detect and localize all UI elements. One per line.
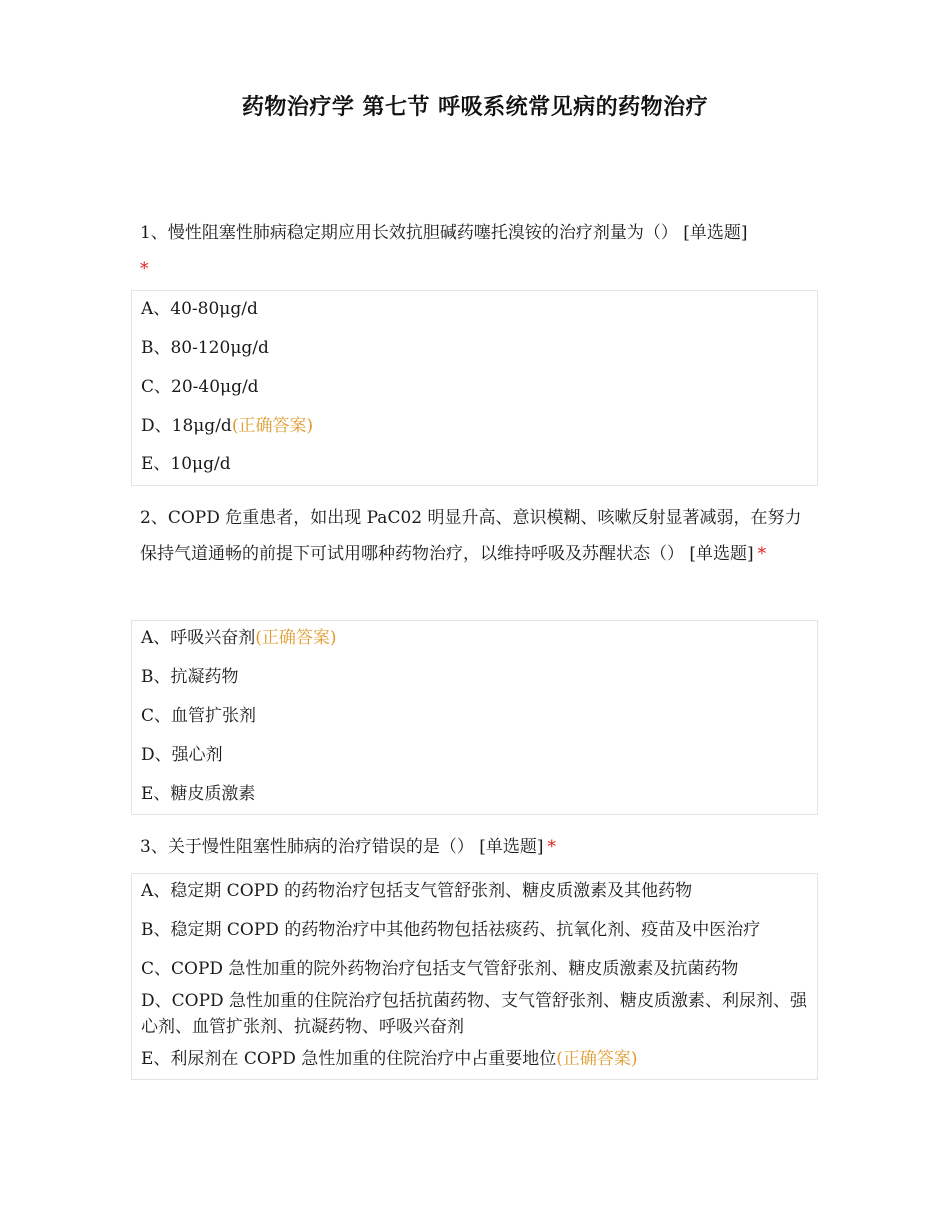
question-text: 3、关于慢性阻塞性肺病的治疗错误的是（） [单选题] xyxy=(140,837,544,857)
required-mark: * xyxy=(140,259,149,279)
option-b[interactable] xyxy=(141,917,811,943)
option-text: E、糖皮质激素 xyxy=(141,784,256,804)
question-2-options xyxy=(131,620,818,815)
option-a[interactable] xyxy=(141,296,811,322)
option-text: D、COPD 急性加重的住院治疗包括抗菌药物、支气管舒张剂、糖皮质激素、利尿剂、强心剂、血管扩张剂、抗凝药物、呼吸兴奋剂 xyxy=(141,991,808,1037)
option-d[interactable] xyxy=(141,988,811,1040)
question-text: 1、慢性阻塞性肺病稳定期应用长效抗胆碱药噻托溴铵的治疗剂量为（） [单选题] xyxy=(140,223,748,243)
correct-answer-label: (正确答案) xyxy=(255,628,337,648)
option-d[interactable] xyxy=(141,742,811,768)
option-text: B、80-120μg/d xyxy=(141,338,269,358)
option-text: B、稳定期 COPD 的药物治疗中其他药物包括祛痰药、抗氧化剂、疫苗及中医治疗 xyxy=(141,920,761,940)
option-text: C、血管扩张剂 xyxy=(141,706,257,726)
option-e[interactable] xyxy=(141,451,811,477)
option-c[interactable] xyxy=(141,374,811,400)
option-text: B、抗凝药物 xyxy=(141,667,239,687)
question-2-stem xyxy=(140,500,812,572)
option-text: E、利尿剂在 COPD 急性加重的住院治疗中占重要地位 xyxy=(141,1049,557,1069)
option-c[interactable] xyxy=(141,956,811,982)
option-b[interactable] xyxy=(141,664,811,690)
page-title: 药物治疗学 第七节 呼吸系统常见病的药物治疗 xyxy=(241,95,709,120)
option-a[interactable] xyxy=(141,878,811,904)
option-text: C、COPD 急性加重的院外药物治疗包括支气管舒张剂、糖皮质激素及抗菌药物 xyxy=(141,959,739,979)
correct-answer-label: (正确答案) xyxy=(231,416,314,436)
option-text: D、强心剂 xyxy=(141,745,223,765)
option-text: C、20-40μg/d xyxy=(141,377,259,397)
option-text: A、稳定期 COPD 的药物治疗包括支气管舒张剂、糖皮质激素及其他药物 xyxy=(141,881,693,901)
question-3-stem xyxy=(140,829,812,865)
question-text: 2、COPD 危重患者，如出现 PaC02 明显升高、意识模糊、咳嗽反射显著减弱，在努力保持气道通畅的前提下可试用哪种药物治疗，以维持呼吸及苏醒状态（） [单选题] xyxy=(140,508,802,564)
question-1-stem xyxy=(140,215,812,287)
option-e[interactable] xyxy=(141,1046,811,1072)
option-text: E、10μg/d xyxy=(141,454,231,474)
question-1-options xyxy=(131,290,818,486)
required-mark: * xyxy=(547,837,556,857)
required-mark: * xyxy=(757,544,767,564)
option-text: A、40-80μg/d xyxy=(141,299,258,319)
option-d[interactable] xyxy=(141,413,811,439)
option-b[interactable] xyxy=(141,335,811,361)
option-c[interactable] xyxy=(141,703,811,729)
correct-answer-label: (正确答案) xyxy=(556,1049,638,1069)
question-3-options xyxy=(131,873,818,1080)
option-text: A、呼吸兴奋剂 xyxy=(141,628,256,648)
option-a[interactable] xyxy=(141,625,811,651)
option-text: D、18μg/d xyxy=(141,416,232,436)
option-e[interactable] xyxy=(141,781,811,807)
